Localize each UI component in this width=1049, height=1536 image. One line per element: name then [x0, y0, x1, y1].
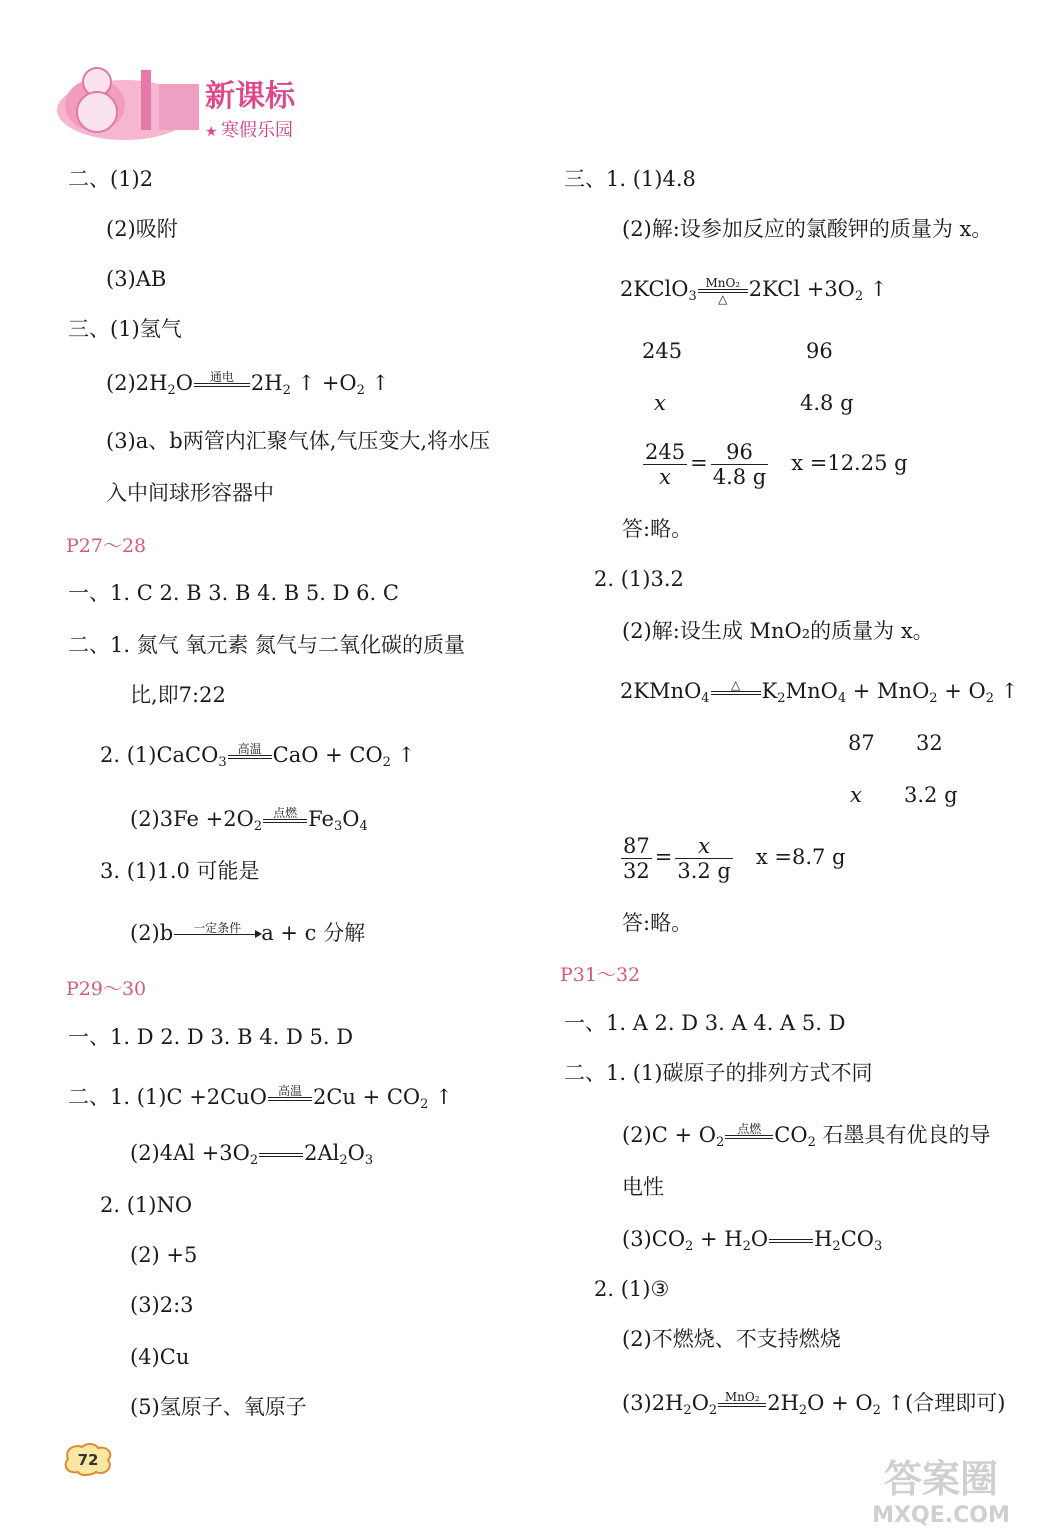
answer-line: 入中间球形容器中	[106, 481, 274, 505]
page-range-heading: P29～30	[66, 978, 147, 1000]
equation-line: $(3)CO_2 + H_2O$ $H_2CO_3$	[622, 1227, 883, 1254]
answer-line: 2. (1)NO	[100, 1193, 193, 1217]
answer-line: (3)AB	[106, 267, 167, 291]
page-number-badge	[62, 1442, 114, 1476]
answer-line: 比,即7:22	[130, 683, 226, 707]
calc-value: 32	[916, 731, 943, 755]
calc-value: 96	[806, 339, 833, 363]
equation-line: 2. (1)CaCO$_3$ 高温 CaO + $CO_2$ ↑	[100, 741, 416, 770]
equation-line: $(2)4Al +3O_2$ $2Al_2O_3$	[130, 1141, 374, 1168]
answer-line: 二、(1)2	[68, 167, 154, 191]
answer-line: 二、1. (1)碳原子的排列方式不同	[564, 1061, 873, 1085]
watermark	[851, 1452, 1031, 1528]
answer-line: 三、1. (1)4.8	[564, 167, 696, 191]
answer-line: 3. (1)1.0 可能是	[100, 859, 260, 883]
proportion-line: $\frac{87}{32}$ = $\frac{x}{3.2 g}$ x =8.7 g	[623, 834, 846, 883]
answer-line: 一、1. D 2. D 3. B 4. D 5. D	[68, 1025, 354, 1049]
answer-line: (2)吸附	[106, 217, 178, 241]
star-icon: ★	[205, 124, 218, 140]
equation-line: $(3)2H_2O_2$ MnO₂ $2H_2O + O_2$ ↑(合理即可)	[622, 1389, 1006, 1418]
equation-line: $(2)3Fe +2O_2$ 点燃 $Fe_3O_4$	[130, 805, 368, 834]
calc-value: 245	[642, 339, 683, 363]
answer-line: 一、1. C 2. B 3. B 4. B 5. D 6. C	[68, 581, 399, 605]
answer-line: (2)不燃烧、不支持燃烧	[622, 1327, 841, 1351]
answer-line: (5)氢原子、氧原子	[130, 1395, 307, 1419]
page-range-heading: P27～28	[66, 535, 147, 557]
header-logo	[55, 60, 325, 142]
answer-line: (4)Cu	[130, 1345, 190, 1369]
answer-line: 二、1. 氮气 氧元素 氮气与二氧化碳的质量	[68, 633, 466, 657]
answer-line: 答:略。	[622, 517, 693, 541]
header-title: 新课标	[205, 79, 295, 114]
answer-line: 电性	[622, 1175, 664, 1199]
answer-line: (2)解:设生成 MnO₂的质量为 x。	[622, 619, 934, 643]
equation-line: 2KMnO$_4$ △ $K_2MnO_4 + MnO_2 + O_2$ ↑	[620, 677, 1019, 706]
calc-value: x	[654, 391, 666, 415]
watermark-brand: 答案圈	[883, 1457, 999, 1501]
header-subtitle: 寒假乐园	[221, 120, 293, 141]
answer-line: 答:略。	[622, 911, 693, 935]
equation-line: 二、1. (1)C +2CuO 高温 $2Cu + CO_2$ ↑	[68, 1083, 453, 1112]
page-number: 72	[77, 1451, 99, 1469]
answer-line: 2. (1)3.2	[594, 567, 684, 591]
calc-value: x	[850, 783, 862, 807]
proportion-line: $\frac{245}{x}$ = $\frac{96}{4.8 g}$ x =12.25 g	[645, 440, 908, 489]
equation-line: (2)b 一定条件 a + c 分解	[130, 921, 366, 945]
equation-line: $(2)2H_2O$ 通电 $2H_2$ ↑ $+O_2$ ↑	[106, 369, 390, 398]
page-range-heading: P31～32	[560, 964, 641, 986]
watermark-url: MXQE.COM	[872, 1503, 1010, 1528]
answer-line: (3)a、b两管内汇聚气体,气压变大,将水压	[106, 429, 491, 453]
answer-line: (3)2:3	[130, 1293, 194, 1317]
answer-line: (2) +5	[130, 1243, 198, 1267]
answer-line: 一、1. A 2. D 3. A 4. A 5. D	[564, 1011, 846, 1035]
answer-line: (2)解:设参加反应的氯酸钾的质量为 x。	[622, 217, 993, 241]
equation-line: $(2)C + O_2$ 点燃 $CO_2$ 石墨具有优良的导	[622, 1121, 991, 1150]
answer-line: 2. (1)③	[594, 1277, 670, 1301]
answer-line: 三、(1)氢气	[68, 317, 182, 341]
calc-value: 4.8 g	[800, 391, 854, 415]
calc-value: 3.2 g	[904, 783, 958, 807]
calc-value: 87	[848, 731, 875, 755]
equation-line: 2KClO$_3$ MnO₂ △ $2KCl +3O_2$ ↑	[620, 275, 888, 306]
